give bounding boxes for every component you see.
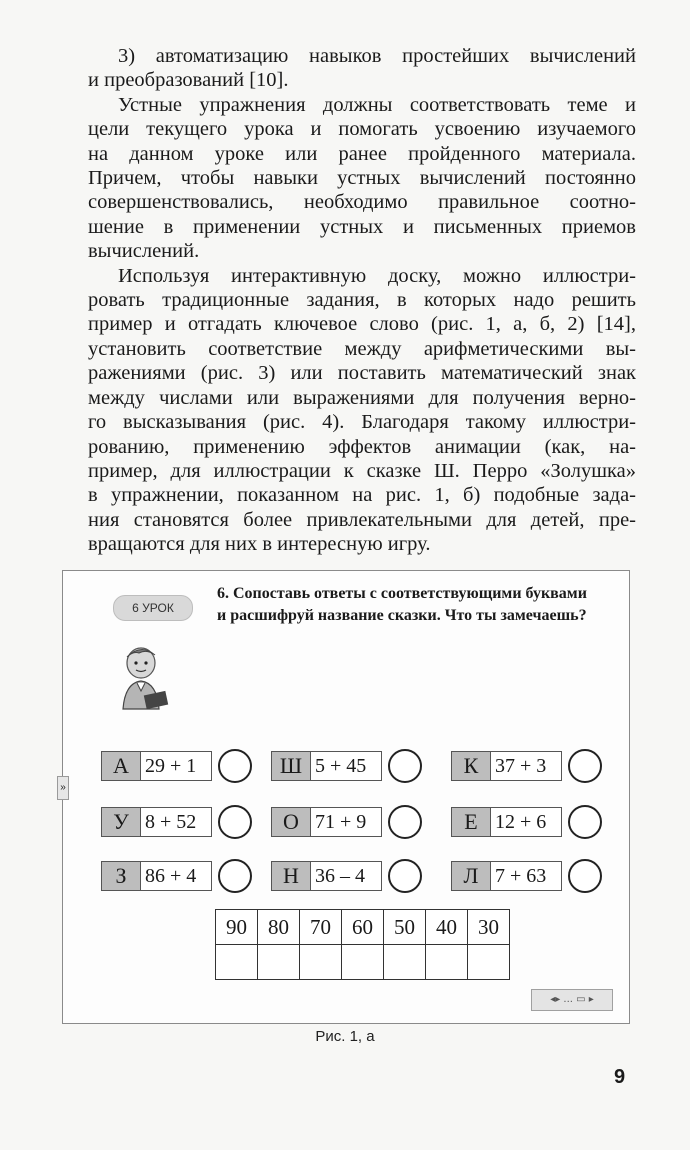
text-line: на данном уроке или ранее пройденного материала. bbox=[88, 142, 636, 165]
figure-caption: Рис. 1, а bbox=[315, 1028, 375, 1045]
answer-slot[interactable] bbox=[384, 945, 426, 980]
text-line: ровать традиционные задания, в которых надо решить bbox=[88, 289, 636, 312]
answer-number: 50 bbox=[384, 910, 426, 945]
task-line: 6. Сопоставь ответы с соответствующими буквами bbox=[217, 585, 587, 602]
text-line: Используя интерактивную доску, можно иллюстри- bbox=[118, 264, 636, 287]
letter-card-o[interactable] bbox=[271, 807, 422, 837]
letter-card-sh[interactable] bbox=[271, 751, 422, 781]
text-line: шение в применении устных и письменных приемов bbox=[88, 215, 636, 238]
text-line: между числами или выражениями для получения верно- bbox=[88, 386, 636, 409]
body-text bbox=[88, 44, 636, 557]
text-line: совершенствовались, необходимо правильное соотно- bbox=[88, 191, 636, 214]
answer-slot[interactable] bbox=[216, 945, 258, 980]
letter-card-a[interactable] bbox=[101, 751, 252, 781]
text-line: установить соответствие между арифметическими вы- bbox=[88, 337, 636, 360]
letter-card-n[interactable] bbox=[271, 861, 422, 891]
card-letter: Е bbox=[451, 807, 491, 837]
text-line: пример, для иллюстрации к сказке Ш. Перро «Золушка» bbox=[88, 459, 636, 482]
answer-circle[interactable] bbox=[568, 749, 602, 783]
navigation-controls[interactable]: ◂▸ ... ▭ ▸ bbox=[531, 989, 613, 1011]
card-expression: 37 + 3 bbox=[491, 751, 562, 781]
answer-circle[interactable] bbox=[218, 749, 252, 783]
text-line: Устные упражнения должны соответствовать теме и bbox=[118, 93, 636, 116]
card-letter: К bbox=[451, 751, 491, 781]
text-line: вращаются для них в интересную игру. bbox=[88, 533, 431, 556]
paragraph-2 bbox=[88, 93, 636, 264]
card-expression: 8 + 52 bbox=[141, 807, 212, 837]
answer-number: 60 bbox=[342, 910, 384, 945]
card-letter: Л bbox=[451, 861, 491, 891]
card-expression: 12 + 6 bbox=[491, 807, 562, 837]
text-line: пример и отгадать ключевое слово (рис. 1, а, б, 2) [14], bbox=[88, 313, 636, 336]
answer-circle[interactable] bbox=[568, 805, 602, 839]
text-line: и преобразований [10]. bbox=[88, 69, 289, 92]
paragraph-3 bbox=[88, 264, 636, 557]
letter-card-e[interactable] bbox=[451, 807, 602, 837]
answer-circle[interactable] bbox=[218, 805, 252, 839]
card-expression: 5 + 45 bbox=[311, 751, 382, 781]
card-letter: У bbox=[101, 807, 141, 837]
card-letter: А bbox=[101, 751, 141, 781]
text-line: Причем, чтобы навыки устных вычислений постоянно bbox=[88, 167, 636, 190]
answer-table bbox=[215, 909, 510, 980]
page-number: 9 bbox=[614, 1066, 626, 1088]
text-line: ражениями (рис. 3) или поставить математический знак bbox=[88, 362, 636, 385]
text-line: цели текущего урока и помогать усвоению изучаемого bbox=[88, 118, 636, 141]
card-expression: 36 – 4 bbox=[311, 861, 382, 891]
answer-slot[interactable] bbox=[426, 945, 468, 980]
answer-circle[interactable] bbox=[218, 859, 252, 893]
text-line: рованию, применению эффектов анимации (как, на- bbox=[88, 435, 636, 458]
side-panel-tab[interactable]: » bbox=[57, 776, 69, 800]
letter-card-u[interactable] bbox=[101, 807, 252, 837]
card-expression: 29 + 1 bbox=[141, 751, 212, 781]
text-line: го высказывания (рис. 4). Благодаря такому иллюстри- bbox=[88, 411, 636, 434]
letter-card-z[interactable] bbox=[101, 861, 252, 891]
card-letter: Ш bbox=[271, 751, 311, 781]
answer-numbers-row bbox=[216, 910, 510, 945]
text-line: в упражнении, показанном на рис. 1, б) подобные зада- bbox=[88, 484, 636, 507]
text-line: ния становятся более привлекательными для детей, пре- bbox=[88, 508, 636, 531]
answer-circle[interactable] bbox=[388, 749, 422, 783]
answer-slot[interactable] bbox=[258, 945, 300, 980]
answer-circle[interactable] bbox=[388, 805, 422, 839]
answer-number: 80 bbox=[258, 910, 300, 945]
answer-number: 30 bbox=[468, 910, 510, 945]
text-line: 3) автоматизацию навыков простейших вычислений bbox=[118, 45, 636, 67]
letter-card-k[interactable] bbox=[451, 751, 602, 781]
answer-number: 90 bbox=[216, 910, 258, 945]
card-expression: 86 + 4 bbox=[141, 861, 212, 891]
card-expression: 71 + 9 bbox=[311, 807, 382, 837]
paragraph-1 bbox=[88, 44, 636, 93]
task-text bbox=[217, 583, 617, 627]
answer-letters-row bbox=[216, 945, 510, 980]
card-letter: З bbox=[101, 861, 141, 891]
answer-slot[interactable] bbox=[342, 945, 384, 980]
answer-circle[interactable] bbox=[568, 859, 602, 893]
answer-slot[interactable] bbox=[468, 945, 510, 980]
answer-number: 70 bbox=[300, 910, 342, 945]
schoolboy-illustration bbox=[107, 641, 175, 711]
answer-number: 40 bbox=[426, 910, 468, 945]
card-letter: О bbox=[271, 807, 311, 837]
text-line: вычислений. bbox=[88, 240, 200, 263]
letter-card-l[interactable] bbox=[451, 861, 602, 891]
figure-whiteboard-exercise bbox=[62, 570, 630, 1024]
lesson-badge: 6 УРОК bbox=[113, 595, 193, 621]
task-line: и расшифруй название сказки. Что ты замечаешь? bbox=[217, 607, 587, 624]
answer-circle[interactable] bbox=[388, 859, 422, 893]
card-letter: Н bbox=[271, 861, 311, 891]
answer-slot[interactable] bbox=[300, 945, 342, 980]
card-expression: 7 + 63 bbox=[491, 861, 562, 891]
